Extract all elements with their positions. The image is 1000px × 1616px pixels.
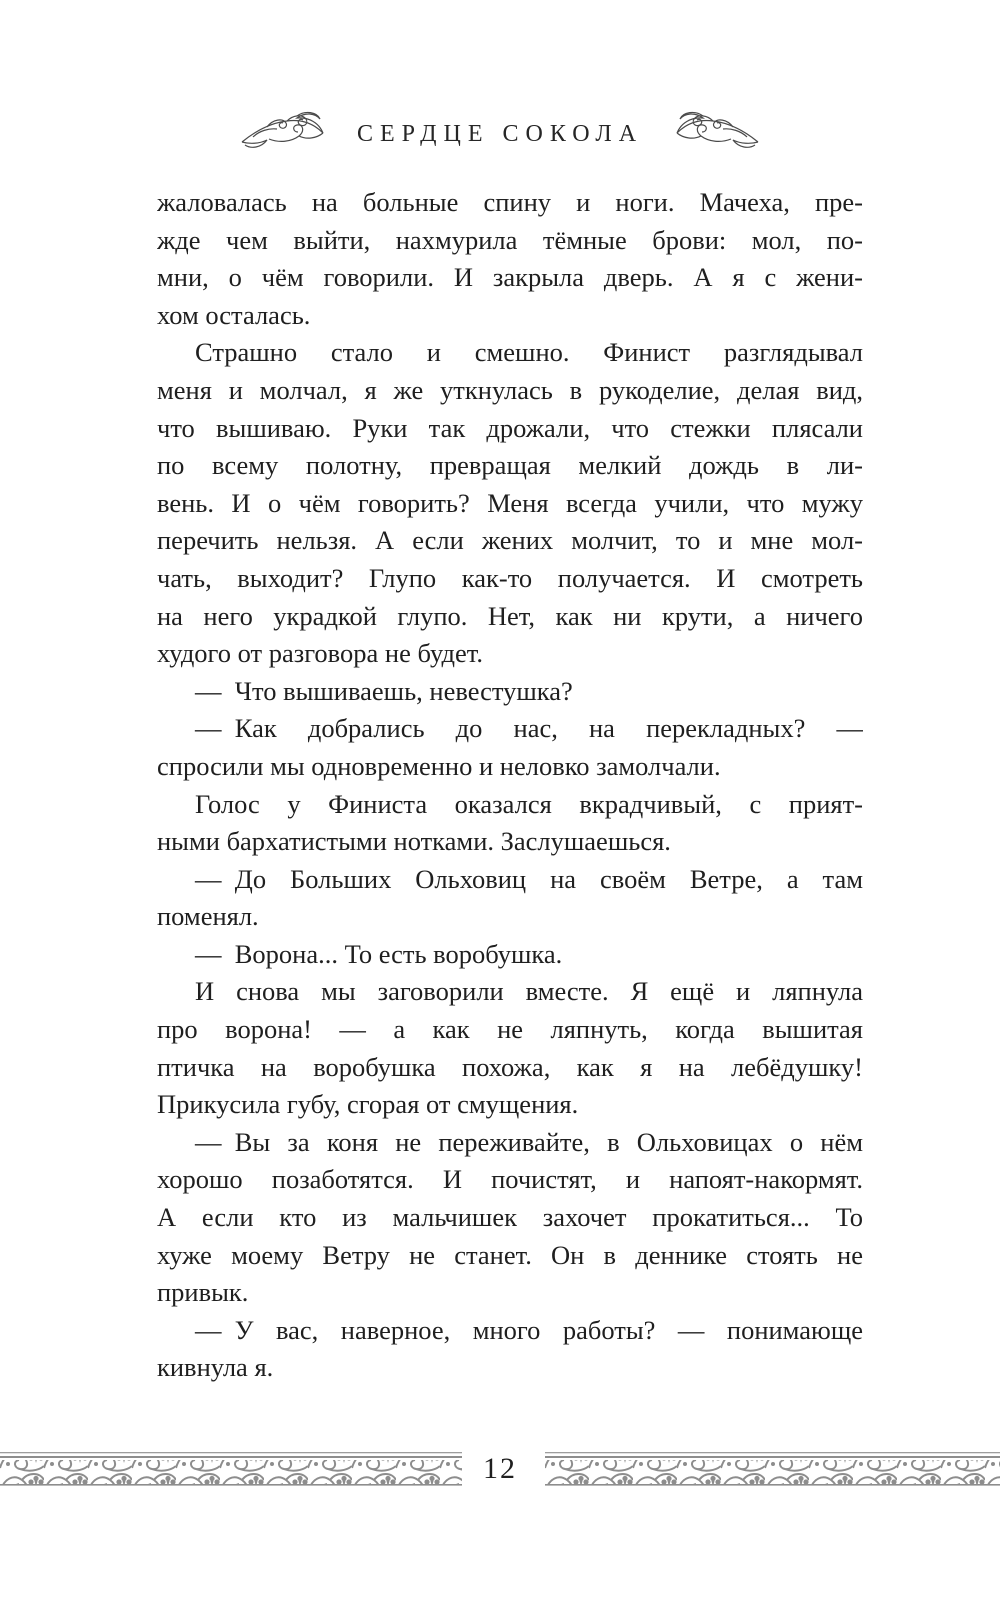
text-line: Голос у Финиста оказался вкрадчивый, с прият- (195, 788, 863, 819)
page-title: СЕРДЦЕ СОКОЛА (356, 120, 644, 147)
text-line: хом осталась. (157, 299, 311, 330)
text-line: на него украдкой глупо. Нет, как ни крути, а ничего (157, 600, 863, 631)
text-line: жаловалась на больные спину и ноги. Мачеха, пре- (157, 187, 863, 217)
text-line: спросили мы одновременно и неловко замолчали. (157, 750, 721, 781)
body-text (157, 184, 863, 1387)
text-line: птичка на воробушка похожа, как я на лебёдушку! (157, 1051, 863, 1082)
text-line: вень. И о чём говорить? Меня всегда учили, что мужу (157, 487, 863, 518)
text-line: худого от разговора не будет. (157, 638, 483, 669)
text-line: привык. (157, 1277, 249, 1308)
text-line: кивнула я. (157, 1352, 274, 1383)
text-line: меня и молчал, я же уткнулась в рукоделие, делая вид, (157, 374, 863, 405)
text-line: про ворона! — а как не ляпнуть, когда вышитая (157, 1014, 863, 1045)
page-footer (0, 1448, 1000, 1492)
text-line: жде чем выйти, нахмурила тёмные брови: мол, по- (157, 224, 863, 255)
text-line: — Что вышиваешь, невестушка? (195, 675, 573, 706)
text-line: ными бархатистыми нотками. Заслушаешься. (157, 826, 671, 857)
text-line: хуже моему Ветру не станет. Он в деннике стоять не (157, 1239, 863, 1270)
text-line: — До Больших Ольховиц на своём Ветре, а там (195, 863, 863, 894)
text-line: хорошо позаботятся. И почистят, и напоят-накормят. (157, 1164, 863, 1195)
header-flourish-right-icon (673, 111, 761, 157)
text-line: — Как добрались до нас, на перекладных? — (195, 713, 863, 744)
text-line: перечить нельзя. А если жених молчит, то и мне мол- (157, 525, 863, 556)
running-header (0, 106, 1000, 162)
text-line: И снова мы заговорили вместе. Я ещё и ляпнула (195, 976, 863, 1007)
page-number: 12 (483, 1452, 517, 1485)
text-line: что вышиваю. Руки так дрожали, что стежки плясали (157, 412, 863, 443)
text-line: — У вас, наверное, много работы? — понимающе (195, 1314, 863, 1345)
text-line: — Ворона... То есть воробушка. (195, 938, 563, 969)
text-line: по всему полотну, превращая мелкий дождь в ли- (157, 450, 863, 481)
text-line: А если кто из мальчишек захочет прокатиться... То (157, 1202, 863, 1233)
text-line: Прикусила губу, сгорая от смущения. (157, 1089, 579, 1120)
header-flourish-left-icon (239, 111, 327, 157)
text-line: чать, выходит? Глупо как-то получается. И смотреть (157, 562, 863, 593)
text-line: Страшно стало и смешно. Финист разглядывал (195, 337, 863, 368)
text-line: мни, о чём говорили. И закрыла дверь. А я с жени- (157, 262, 863, 293)
text-line: — Вы за коня не переживайте, в Ольховицах о нём (195, 1126, 863, 1157)
text-line: поменял. (157, 901, 259, 932)
